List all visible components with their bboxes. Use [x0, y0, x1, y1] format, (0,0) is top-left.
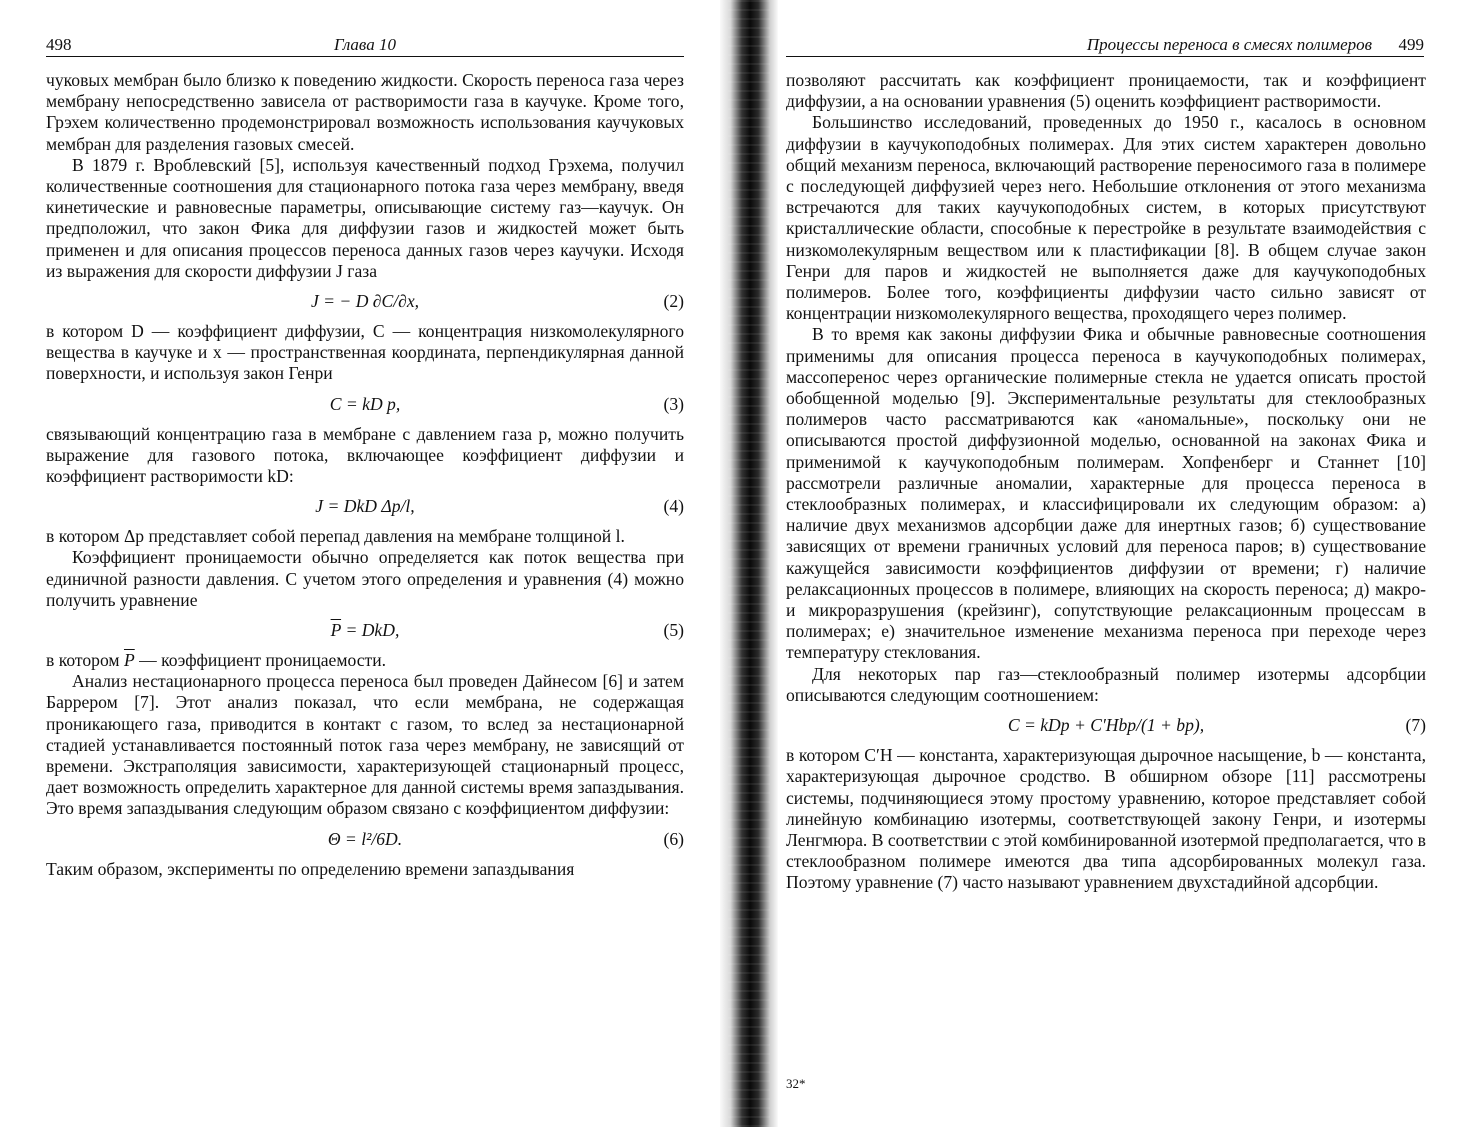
paragraph-7-symbol: $\overline{P}$ — [123, 650, 135, 671]
equation-5-formula — [46, 620, 684, 641]
left-paragraph-4: связывающий концентрацию газа в мембране с давлением газа p, можно получить выражение для газового потока, включающее коэффициент диффузии и коэффициент растворимости kD: — [46, 423, 684, 487]
left-paragraph-8: Анализ нестационарного процесса переноса был проведен Дайнесом [6] и затем Баррером [7]. Этот анализ показал, что если мембрана, не содержащая проникающего газа, приводится в контакт с газом, то вслед за нестационарной стадией устанавливается постоянный поток газа через мембрану, не зависящий от времени. Экстраполяция зависимости, характеризующей стационарный процесс, дает возможность определить характерное для данной системы время запаздывания. Это время запаздывания следующим образом связано с коэффициентом диффузии: — [46, 671, 684, 819]
right-running-head: Процессы переноса в смесях полимеров — [1086, 35, 1372, 54]
equation-3 — [46, 394, 684, 416]
equation-2 — [46, 291, 684, 313]
left-paragraph-2: В 1879 г. Вроблевский [5], используя качественный подход Грэхема, получил количественные соотношения для стационарного потока газа через мембрану, введя кинетические и равновесные параметры, описывающие систему газ—каучук. Он предположил, что закон Фика для диффузии газов и жидкостей может быть применен и для описания процессов переноса данных газов через каучуки. Исходя из выражения для скорости диффузии J газа — [46, 154, 684, 281]
equation-6-number: (6) — [663, 828, 684, 849]
signature-mark: 32* — [786, 1076, 806, 1091]
left-paragraph-1: чуковых мембран было близко к поведению жидкости. Скорость переноса газа через мембрану непосредственно зависела от растворимости газа в каучуке. Кроме того, Грэхем количественно продемонстрировал возможность использования каучуковых мембран для разделения газовых смесей. — [46, 70, 684, 154]
right-paragraph-2: Большинство исследований, проведенных до 1950 г., касалось в основном диффузии в каучукоподобных полимерах. Для этих систем характерен довольно общий механизм переноса, включающий растворение переносимого газа в полимере с последующей диффузией через него. Небольшие отклонения от этого механизма встречаются для таких каучукоподобных систем, в которых присутствуют кристаллические области, способные к перестройке в результате взаимодействия с низкомолекулярным веществом или к пластификации [8]. В общем случае закон Генри для паров и жидкостей не выполняется даже для каучукоподобных полимеров. Более того, коэффициенты диффузии часто сильно зависят от концентрации низкомолекулярного вещества, проходящего через полимер. — [786, 112, 1426, 324]
equation-3-formula: C = kD p, — [329, 393, 401, 414]
left-paragraph-3: в котором D — коэффициент диффузии, C — концентрация низкомолекулярного вещества в каучуке и x — пространственная координата, перпендикулярная данной поверхности, и используя закон Генри — [46, 321, 684, 384]
equation-7-formula: C = kDp + C′Hbp/(1 + bp), — [1007, 715, 1205, 736]
right-page — [778, 0, 1466, 1127]
equation-5-number: (5) — [663, 620, 684, 641]
equation-3-number: (3) — [663, 393, 684, 414]
equation-6-formula: Θ = l²/6D. — [327, 828, 403, 849]
paragraph-7-suffix: — коэффициент проницаемости. — [134, 650, 387, 671]
left-page-number: 498 — [46, 35, 72, 54]
right-paragraph-5: в котором C′H — константа, характеризующая дырочное насыщение, b — константа, характеризующая дырочное сродство. В обширном обзоре [11] рассмотрены системы, подчиняющиеся этому простому уравнению, которое представляет собой линейную комбинацию изотермы, соответствующей закону Генри, и изотермы Ленгмюра. В соответствии с этой комбинированной изотермой предполагается, что в стеклообразном полимере имеются два типа адсорбированных молекул газа. Поэтому уравнение (7) часто называют уравнением двухстадийной адсорбции. — [786, 745, 1426, 893]
left-paragraph-9: Таким образом, эксперименты по определению времени запаздывания — [46, 858, 575, 879]
equation-7 — [786, 715, 1426, 737]
left-paragraph-5: в котором Δp представляет собой перепад давления на мембране толщиной l. — [46, 526, 625, 547]
equation-6 — [46, 829, 684, 851]
left-paragraph-6: Коэффициент проницаемости обычно определяется как поток вещества при единичной разности давления. С учетом этого определения и уравнения (4) можно получить уравнение — [46, 547, 684, 610]
left-page — [0, 0, 720, 1127]
equation-5-rhs: = DkD, — [341, 620, 400, 641]
right-paragraph-3: В то время как законы диффузии Фика и обычные равновесные соотношения применимы для описания процесса переноса в каучукоподобных полимерах, массоперенос через органические полимерные стекла не удается описать простой обобщенной моделью [9]. Экспериментальные результаты для стеклообразных полимеров часто рассматриваются как «аномальные», поскольку они не описываются простой диффузионной моделью, основанной на законах Фика и применимой к каучукоподобным полимерам. Хопфенберг и Станнет [10] рассмотрели различные аномалии, характерные для процесса переноса в стеклообразных полимерах, и классифицировали их следующим образом: а) наличие двух механизмов адсорбции даже для инертных газов; б) существование зависящих от времени граничных условий для переноса паров; в) существование кажущейся зависимости коэффициентов диффузии от времени; г) наличие релаксационных процессов в полимере, влияющих на скорость переноса; д) макро- и микроразрушения (крейзинг), сопутствующие релаксационным процессам в полимерах; е) значительное изменение механизма переноса при переходе через температуру стеклования. — [786, 324, 1426, 663]
equation-5-lhs: $\overline{P}$ — [330, 620, 342, 641]
equation-2-formula: J = − D ∂C/∂x, — [310, 291, 420, 312]
right-paragraph-1: позволяют рассчитать как коэффициент проницаемости, так и коэффициент диффузии, а на основании уравнения (5) оценить коэффициент растворимости. — [786, 70, 1426, 112]
right-page-number: 499 — [1398, 35, 1424, 54]
left-page-header — [46, 34, 684, 57]
right-page-header — [786, 34, 1424, 57]
equation-4 — [46, 496, 684, 518]
equation-4-formula: J = DkD Δp/l, — [315, 496, 415, 517]
paragraph-7-prefix: в котором — [46, 650, 124, 671]
equation-7-number: (7) — [1405, 715, 1426, 736]
left-paragraph-7 — [46, 650, 684, 671]
right-paragraph-4: Для некоторых пар газ—стеклообразный полимер изотермы адсорбции описываются следующим соотношением: — [786, 663, 1426, 705]
left-page-body — [46, 70, 684, 880]
left-running-head: Глава 10 — [334, 35, 396, 54]
equation-5 — [46, 620, 684, 642]
right-page-body — [786, 70, 1426, 894]
book-spine-gutter — [720, 0, 778, 1127]
equation-4-number: (4) — [663, 496, 684, 517]
equation-2-number: (2) — [663, 291, 684, 312]
